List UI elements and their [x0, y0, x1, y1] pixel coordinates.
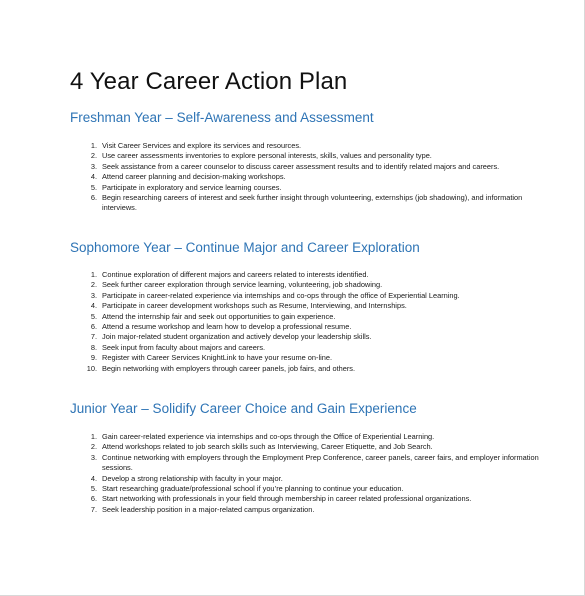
item-text: Begin networking with employers through career panels, job fairs, and others. [102, 363, 356, 373]
item-number: 3. [90, 452, 97, 462]
list-item [70, 270, 540, 280]
item-number: 7. [90, 332, 97, 342]
item-number: 5. [90, 311, 97, 321]
list-item [70, 322, 540, 332]
item-text: Attend the internship fair and seek out opportunities to gain experience. [102, 311, 336, 321]
item-number: 4. [90, 172, 97, 182]
item-number: 6. [90, 193, 97, 203]
item-text: Participate in career development workshops such as Resume, Interviewing, and Internships. [102, 301, 407, 311]
item-number: 9. [90, 353, 97, 363]
list-item [70, 474, 540, 484]
item-number: 3. [90, 290, 97, 300]
list-item [70, 280, 540, 290]
section-heading-junior: Junior Year – Solidify Career Choice and Gain Experience [70, 401, 417, 416]
item-text: Seek leadership position in a major-related campus organization. [102, 504, 315, 514]
list-item [70, 343, 540, 353]
item-number: 4. [90, 301, 97, 311]
list-item [70, 291, 540, 301]
item-number: 7. [90, 504, 97, 514]
item-text: Join major-related student organization and actively develop your leadership skills. [102, 332, 372, 342]
item-number: 6. [90, 322, 97, 332]
item-number: 10. [86, 363, 97, 373]
page-title: 4 Year Career Action Plan [70, 68, 348, 95]
list-item [70, 364, 540, 374]
junior-list [70, 432, 540, 515]
item-number: 2. [90, 280, 97, 290]
item-text: Continue exploration of different majors and careers related to interests identified. [102, 270, 369, 279]
list-item [70, 312, 540, 322]
item-number: 1. [90, 141, 97, 150]
list-item [70, 193, 540, 214]
list-item [70, 484, 540, 494]
list-item [70, 141, 540, 151]
list-item [70, 353, 540, 363]
list-item [70, 453, 540, 474]
item-text: Seek assistance from a career counselor to discuss career assessment results and to identify related majors and careers. [102, 161, 500, 171]
item-number: 4. [90, 473, 97, 483]
item-number: 2. [90, 151, 97, 161]
item-text: Continue networking with employers through the Employment Prep Conference, career panels, career fairs, and employer information sessions. [102, 452, 539, 473]
item-text: Participate in career-related experience via internships and co-ops through the office of Experiential Learning. [102, 290, 460, 300]
item-text: Visit Career Services and explore its services and resources. [102, 141, 302, 150]
item-number: 5. [90, 484, 97, 494]
item-number: 6. [90, 494, 97, 504]
list-item [70, 505, 540, 515]
item-text: Attend a resume workshop and learn how to develop a professional resume. [102, 322, 352, 332]
item-text: Seek input from faculty about majors and careers. [102, 342, 266, 352]
list-item [70, 332, 540, 342]
item-text: Use career assessments inventories to explore personal interests, skills, values and personality type. [102, 151, 432, 161]
list-item [70, 172, 540, 182]
section-heading-sophomore: Sophomore Year – Continue Major and Career Exploration [70, 240, 420, 255]
list-item [70, 301, 540, 311]
list-item [70, 162, 540, 172]
item-number: 8. [90, 342, 97, 352]
item-number: 1. [90, 432, 97, 441]
item-text: Start networking with professionals in your field through membership in career related professional organizations. [102, 494, 472, 504]
item-text: Start researching graduate/professional school if you’re planning to continue your education. [102, 484, 404, 494]
item-text: Begin researching careers of interest and seek further insight through volunteering, externships (job shadowing), and information interviews. [102, 193, 523, 213]
item-text: Participate in exploratory and service learning courses. [102, 182, 282, 192]
list-item [70, 494, 540, 504]
item-number: 2. [90, 442, 97, 452]
item-number: 5. [90, 182, 97, 192]
item-text: Attend career planning and decision-making workshops. [102, 172, 286, 182]
item-text: Attend workshops related to job search skills such as Interviewing, Career Etiquette, and Job Search. [102, 442, 433, 452]
item-number: 3. [90, 161, 97, 171]
item-text: Register with Career Services KnightLink to have your resume on-line. [102, 353, 333, 363]
item-text: Seek further career exploration through service learning, volunteering, job shadowing. [102, 280, 383, 290]
item-text: Develop a strong relationship with faculty in your major. [102, 473, 283, 483]
item-number: 1. [90, 270, 97, 279]
list-item [70, 151, 540, 161]
item-text: Gain career-related experience via internships and co-ops through the Office of Experiential Learning. [102, 432, 435, 441]
list-item [70, 442, 540, 452]
freshman-list [70, 141, 540, 214]
sophomore-list [70, 270, 540, 374]
list-item [70, 432, 540, 442]
section-heading-freshman: Freshman Year – Self-Awareness and Assessment [70, 110, 374, 125]
list-item [70, 183, 540, 193]
